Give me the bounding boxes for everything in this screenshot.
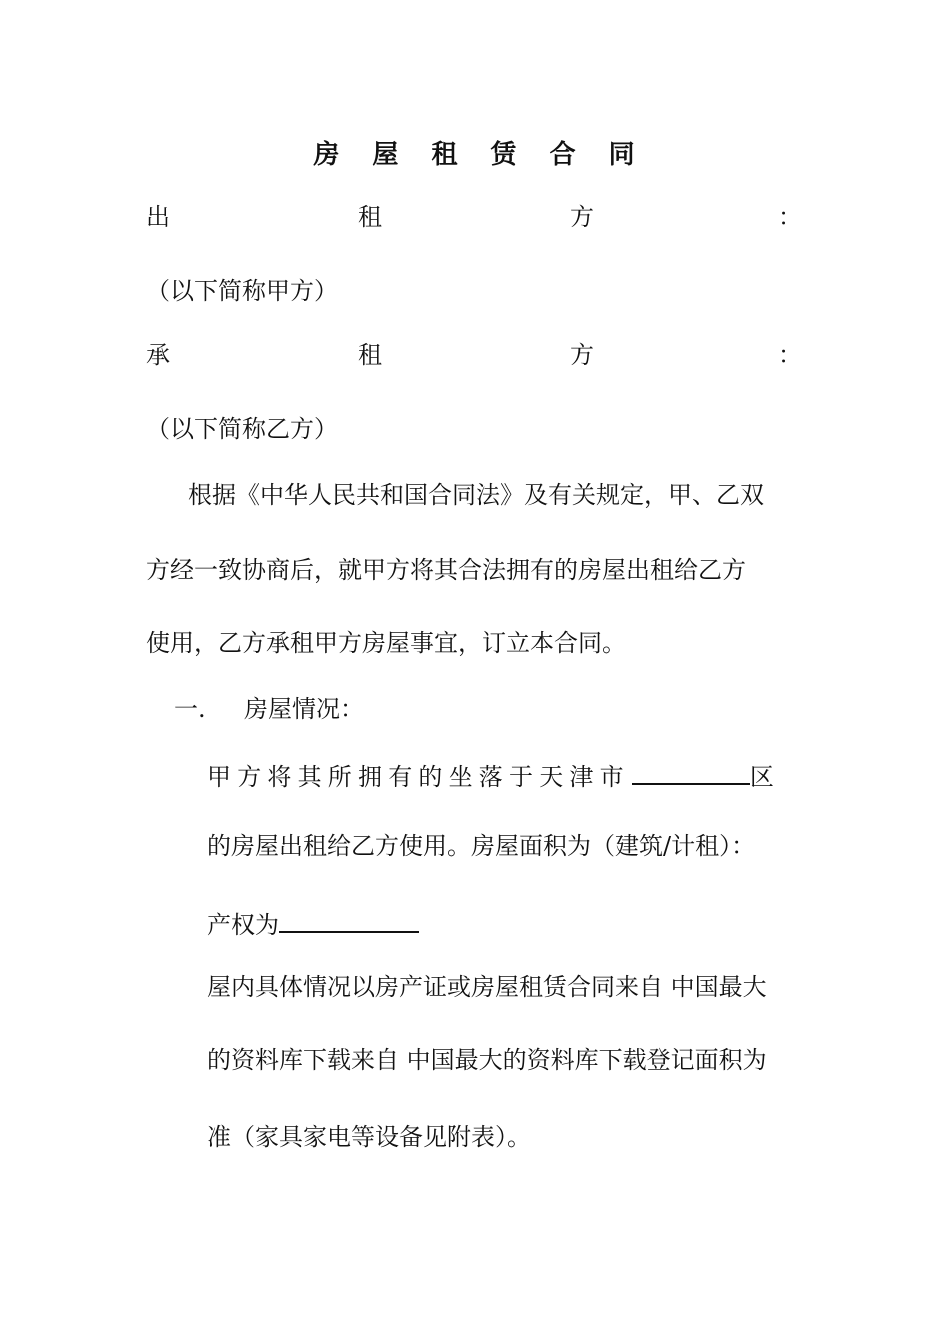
preamble-line-1: 根据《中华人民共和国合同法》及有关规定，甲、乙双 xyxy=(188,481,764,509)
lessee-note: （以下简称乙方） xyxy=(146,415,338,443)
lessor-row xyxy=(146,200,802,234)
details-line-3: 准（家具家电等设备见附表）。 xyxy=(207,1123,531,1151)
section-1-heading: 房屋情况： xyxy=(244,695,364,723)
lessee-char-3: 方 xyxy=(570,341,594,369)
details-line-1: 屋内具体情况以房产证或房屋租赁合同来自 中国最大 xyxy=(207,973,767,1001)
area-line: 的房屋出租给乙方使用。房屋面积为（建筑/计租）： xyxy=(207,832,756,860)
preamble-line-3: 使用，乙方承租甲方房屋事宜，订立本合同。 xyxy=(146,629,626,657)
district-blank xyxy=(632,757,750,785)
ownership-line xyxy=(207,905,419,942)
location-prefix: 甲方将其所拥有的坐落于天津市 xyxy=(207,763,630,791)
lessor-char-3: 方 xyxy=(570,203,594,231)
location-suffix: 区 xyxy=(749,763,774,791)
ownership-label: 产权为 xyxy=(207,911,279,939)
lessee-char-1: 承 xyxy=(146,341,170,369)
ownership-blank xyxy=(279,905,419,933)
lessor-colon: ： xyxy=(778,203,802,231)
location-line xyxy=(207,757,774,794)
lessor-char-1: 出 xyxy=(146,203,170,231)
lessor-char-2: 租 xyxy=(358,203,382,231)
lessee-char-2: 租 xyxy=(358,341,382,369)
lessor-note: （以下简称甲方） xyxy=(146,277,338,305)
section-1-number: 一. xyxy=(174,695,206,723)
document-title: 房 屋 租 赁 合 同 xyxy=(313,140,647,170)
lessee-colon: ： xyxy=(778,341,802,369)
lessee-row xyxy=(146,338,802,372)
preamble-line-2: 方经一致协商后，就甲方将其合法拥有的房屋出租给乙方 xyxy=(146,556,746,584)
details-line-2: 的资料库下载来自 中国最大的资料库下载登记面积为 xyxy=(207,1046,767,1074)
